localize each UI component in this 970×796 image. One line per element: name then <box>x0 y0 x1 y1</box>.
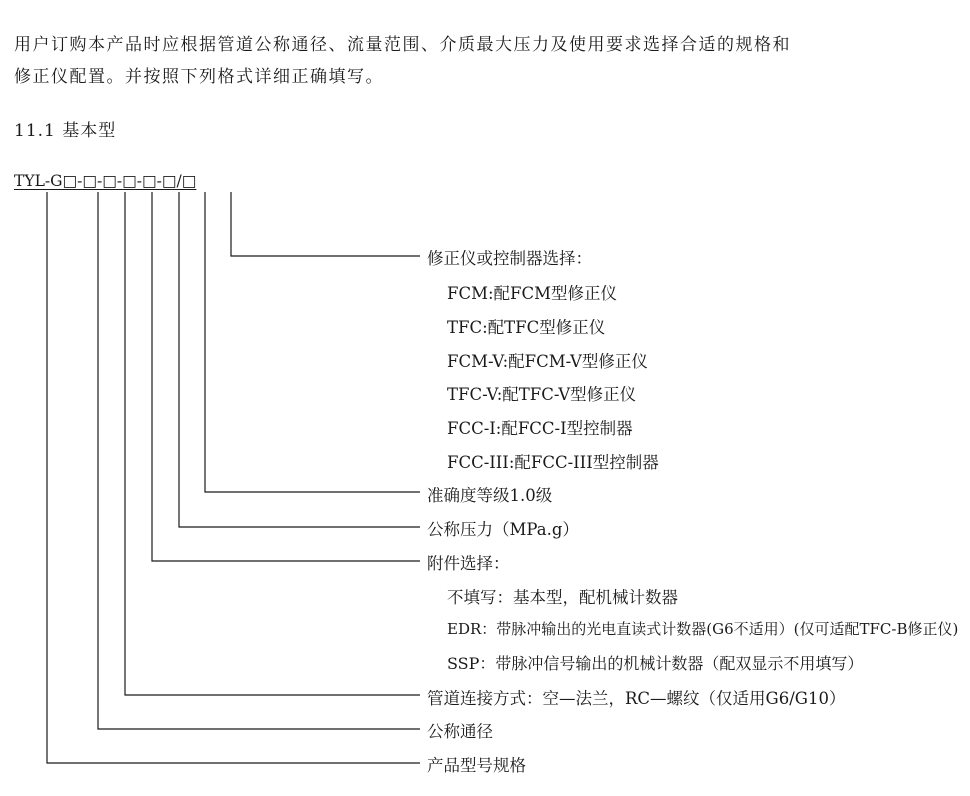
corrector-option-fcm-v: FCM-V:配FCM-V型修正仪 <box>447 352 648 371</box>
diameter-label: 公称通径 <box>427 722 493 741</box>
intro-line-2: 修正仪配置。并按照下列格式详细正确填写。 <box>14 67 384 87</box>
corrector-option-fcc-iii: FCC-III:配FCC-III型控制器 <box>447 453 659 472</box>
connection-label: 管道连接方式：空—法兰，RC—螺纹（仅适用G6/G10） <box>427 689 846 708</box>
intro-line-1: 用户订购本产品时应根据管道公称通径、流量范围、介质最大压力及使用要求选择合适的规格和 <box>14 35 791 55</box>
corrector-option-fcc-i: FCC-I:配FCC-I型控制器 <box>447 419 633 438</box>
model-spec-label: 产品型号规格 <box>427 756 526 775</box>
accessory-option-edr: EDR：带脉冲输出的光电直读式计数器(G6不适用）(仅可适配TFC-B修正仪) <box>447 620 959 638</box>
leader-connection <box>125 192 420 695</box>
corrector-option-tfc-v: TFC-V:配TFC-V型修正仪 <box>447 385 637 404</box>
corrector-title: 修正仪或控制器选择： <box>427 249 592 268</box>
corrector-option-fcm: FCM:配FCM型修正仪 <box>447 284 617 303</box>
accessory-title: 附件选择： <box>427 554 510 573</box>
leader-accessory <box>152 192 420 561</box>
accuracy-label: 准确度等级1.0级 <box>427 486 553 505</box>
pressure-label: 公称压力（MPa.g） <box>427 520 579 539</box>
leader-pressure <box>179 192 420 527</box>
accessory-option-ssp: SSP：带脉冲信号输出的机械计数器（配双显示不用填写） <box>447 654 864 673</box>
accessory-option-basic: 不填写：基本型，配机械计数器 <box>447 588 678 607</box>
corrector-option-tfc: TFC:配TFC型修正仪 <box>447 318 606 337</box>
leader-accuracy <box>205 192 420 492</box>
leader-diameter <box>98 192 420 729</box>
leader-model-spec <box>47 192 420 763</box>
leader-corrector <box>231 192 420 256</box>
section-heading: 11.1 基本型 <box>14 121 117 141</box>
model-code: TYL-G□-□-□-□-□-□/□ <box>14 172 197 190</box>
